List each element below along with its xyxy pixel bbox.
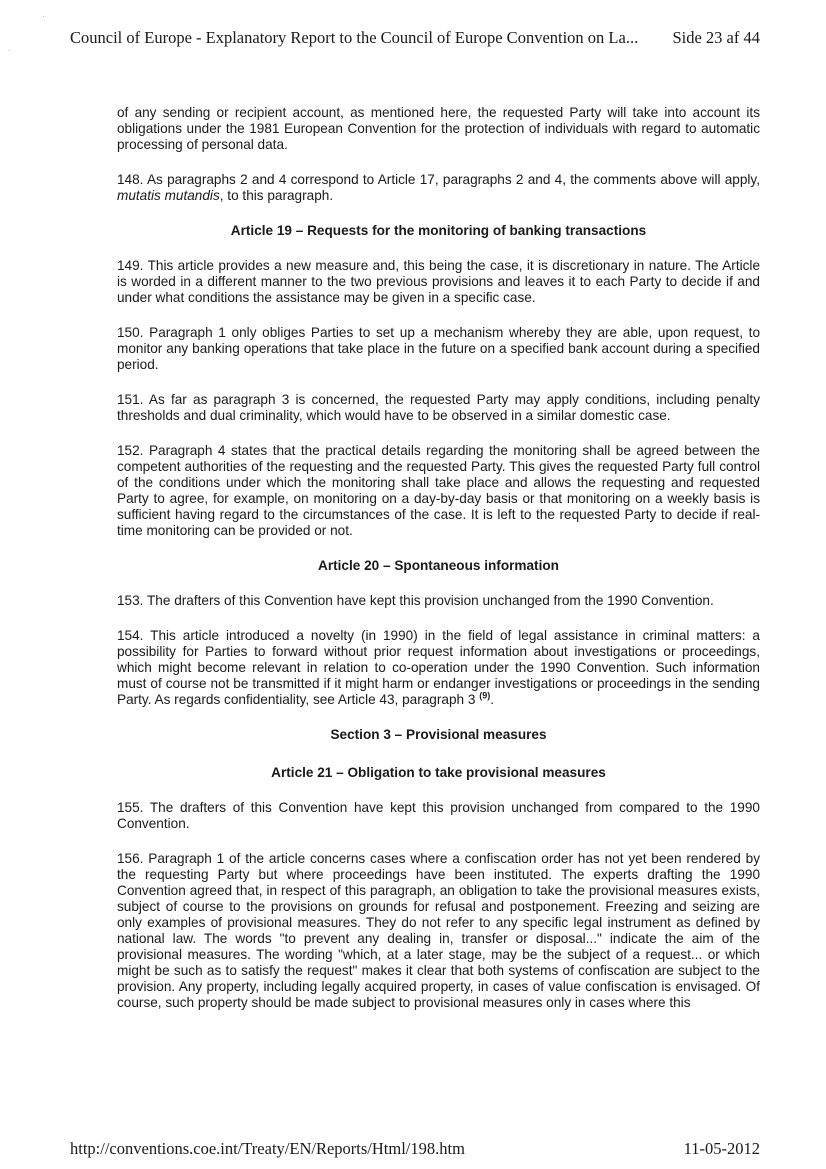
report-body [117, 105, 760, 1030]
paragraph-156: 156. Paragraph 1 of the article concerns cases where a confiscation order has not yet been rendered by the requesting Party but where proceedings have been instituted. The experts drafting the 1990 Convention agreed that, in respect of this paragraph, an obligation to take the provisional measures exists, subject of course to the provisions on grounds for refusal and postponement. Freezing and seizing are only examples of provisional measures. They do not refer to any specific legal instrument as defined by national law. The words "to prevent any dealing in, transfer or disposal..." indicate the aim of the provisional measures. The wording "which, at a later stage, may be the subject of a request... or which might be such as to satisfy the request" makes it clear that both systems of confiscation are subject to the provision. Any property, including legally acquired property, in cases of value confiscation is envisaged. Of course, such property should be made subject to provisional measures only in cases where this [117, 851, 760, 1010]
paragraph-150: 150. Paragraph 1 only obliges Parties to set up a mechanism whereby they are able, upon request, to monitor any banking operations that take place in the future on a specified bank account during a specified period. [117, 325, 760, 372]
heading-article-19: Article 19 – Requests for the monitoring of banking transactions [230, 223, 647, 238]
footer-date: 11-05-2012 [683, 1139, 760, 1158]
scan-speck: · [8, 46, 11, 55]
heading-section-3: Section 3 – Provisional measures [330, 727, 547, 742]
footnote-link[interactable]: (9) [479, 690, 491, 701]
paragraph-151: 151. As far as paragraph 3 is concerned, the requested Party may apply conditions, including penalty thresholds and dual criminality, which would have to be observed in a similar domestic case. [117, 392, 760, 423]
header-title: Council of Europe - Explanatory Report to the Council of Europe Convention on La... [70, 28, 639, 47]
paragraph-155: 155. The drafters of this Convention have kept this provision unchanged from compared to the 1990 Convention. [117, 800, 760, 831]
latin-phrase: mutatis mutandis [117, 188, 220, 203]
paragraph-152: 152. Paragraph 4 states that the practical details regarding the monitoring shall be agreed between the competent authorities of the requesting and the requested Party. This gives the requested Party full control of the conditions under which the monitoring shall take place and allows the requesting and requested Party to agree, for example, on monitoring on a day-by-day basis or that monitoring on a weekly basis is sufficient having regard to the circumstances of the case. It is left to the requested Party to decide if real-time monitoring can be provided or not. [117, 443, 760, 538]
footer-url: http://conventions.coe.int/Treaty/EN/Reports/Html/198.htm [70, 1139, 465, 1158]
scan-speck: · [42, 12, 45, 21]
paragraph-149: 149. This article provides a new measure and, this being the case, it is discretionary in nature. The Article is worded in a different manner to the two previous provisions and leaves it to each Party to decide if and under what conditions the assistance may be given in a specific case. [117, 258, 760, 305]
heading-article-21: Article 21 – Obligation to take provisional measures [271, 765, 606, 780]
paragraph-154: 154. This article introduced a novelty (in 1990) in the field of legal assistance in criminal matters: a possibility for Parties to forward without prior request information about investigations or proceedings, which might become relevant in relation to co-operation under the 1990 Convention. Such information must of course not be transmitted if it might harm or endanger investigations or proceedings in the sending Party. As regards confidentiality, see Article 43, paragraph 3 $^{(9)}$. [117, 628, 760, 707]
paragraph-148: 148. As paragraphs 2 and 4 correspond to Article 17, paragraphs 2 and 4, the comments above will apply, mutatis mutandis, to this paragraph. [117, 172, 760, 203]
paragraph-153: 153. The drafters of this Convention have kept this provision unchanged from the 1990 Convention. [117, 593, 714, 608]
page-header [70, 28, 760, 48]
paragraph-intro: of any sending or recipient account, as mentioned here, the requested Party will take into account its obligations under the 1981 European Convention for the protection of individuals with regard to automatic processing of personal data. [117, 105, 760, 152]
header-page-number: Side 23 af 44 [672, 28, 760, 47]
heading-article-20: Article 20 – Spontaneous information [318, 558, 559, 573]
page-footer [70, 1139, 760, 1159]
